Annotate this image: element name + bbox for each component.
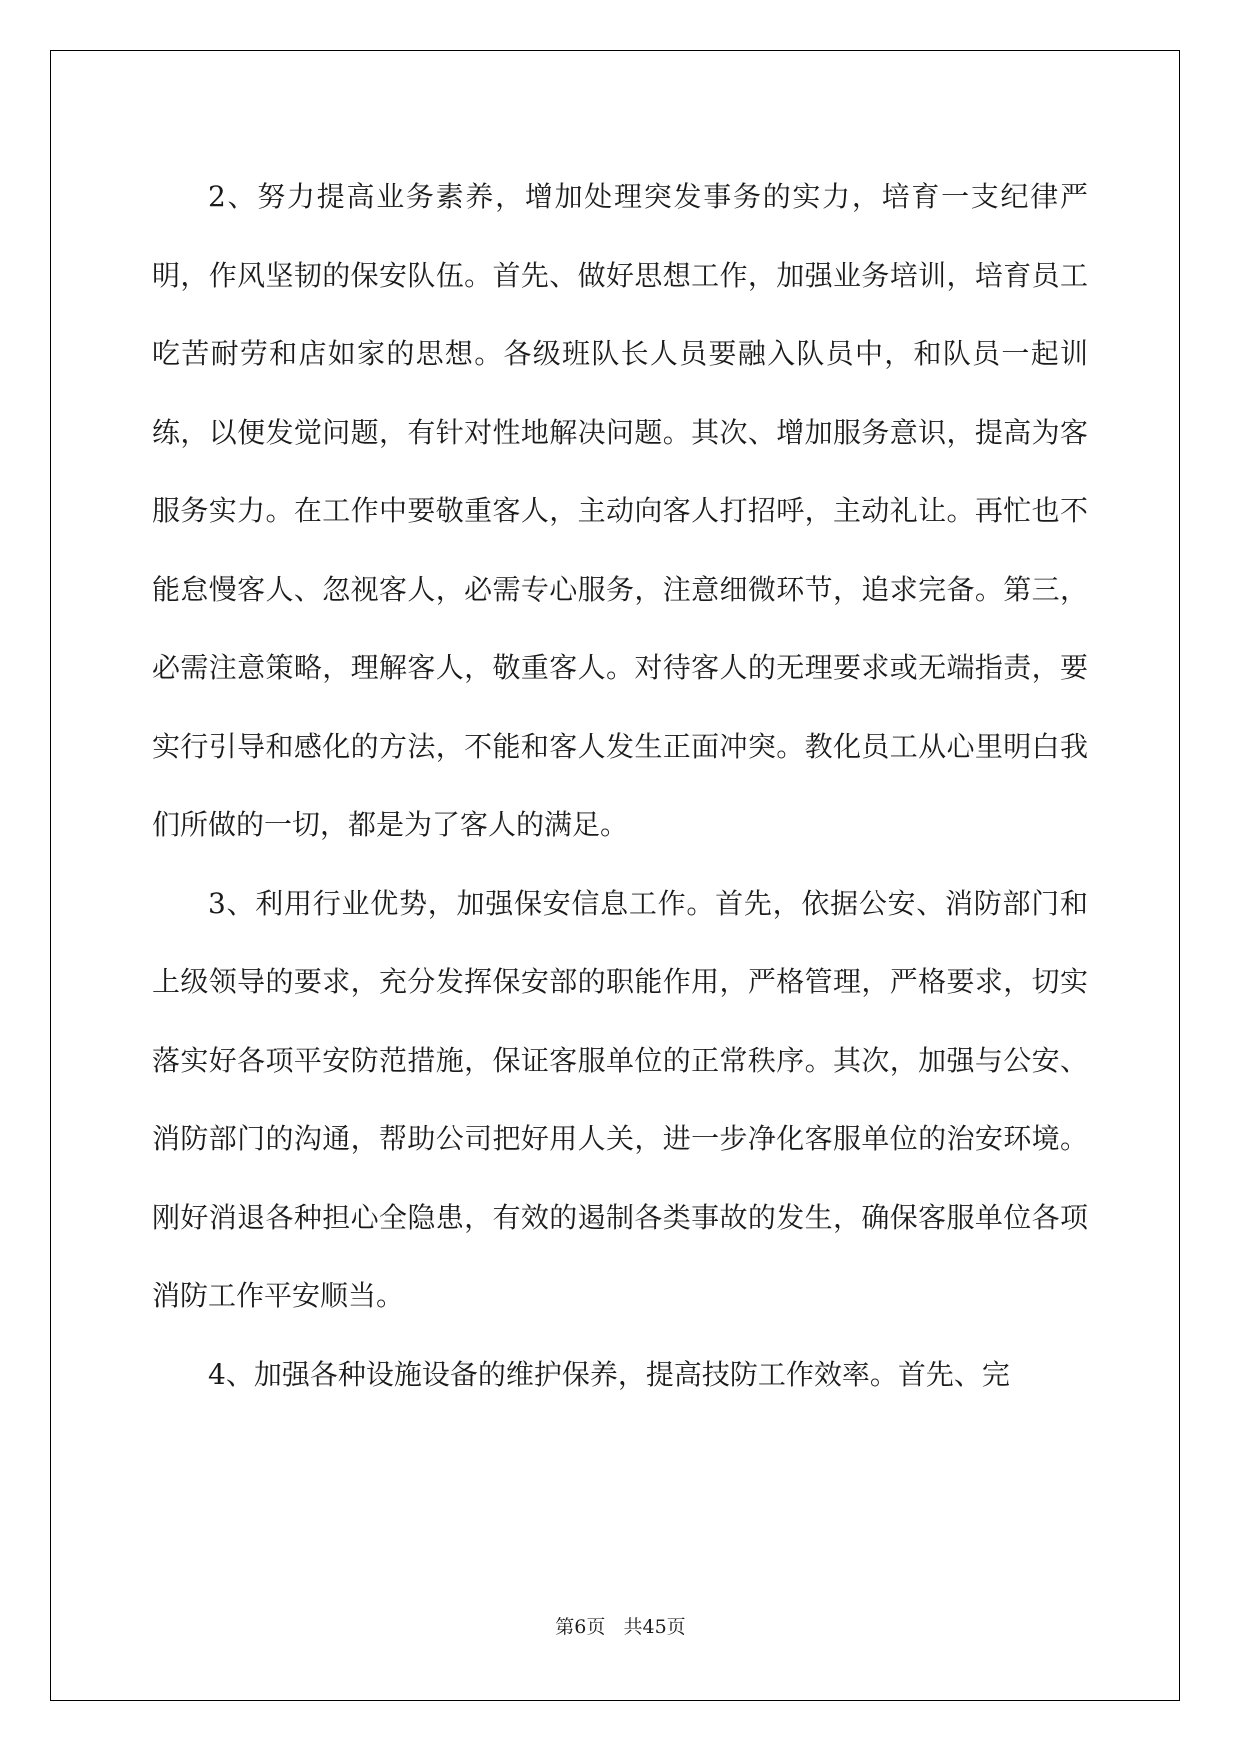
paragraph-2: 2、努力提高业务素养，增加处理突发事务的实力，培育一支纪律严明，作风坚韧的保安队伍。首先、做好思想工作，加强业务培训，培育员工吃苦耐劳和店如家的思想。各级班队长人员要融入队员中，和队员一起训练，以便发觉问题，有针对性地解决问题。其次、增加服务意识，提高为客服务实力。在工作中要敬重客人，主动向客人打招呼，主动礼让。再忙也不能怠慢客人、忽视客人，必需专心服务，注意细微环节，追求完备。第三，必需注意策略，理解客人，敬重客人。对待客人的无理要求或无端指责，要实行引导和感化的方法，不能和客人发生正面冲突。教化员工从心里明白我们所做的一切，都是为了客人的满足。 bbox=[152, 180, 1088, 841]
page-number-footer: 第6页 共45页 bbox=[555, 1616, 686, 1638]
paragraph-4: 4、加强各种设施设备的维护保养，提高技防工作效率。首先、完 bbox=[208, 1357, 1010, 1391]
document-body bbox=[152, 158, 1088, 1414]
paragraph-3: 3、利用行业优势，加强保安信息工作。首先，依据公安、消防部门和上级领导的要求，充分发挥保安部的职能作用，严格管理，严格要求，切实落实好各项平安防范措施，保证客服单位的正常秩序。其次，加强与公安、消防部门的沟通，帮助公司把好用人关，进一步净化客服单位的治安环境。刚好消退各种担心全隐患，有效的遏制各类事故的发生，确保客服单位各项消防工作平安顺当。 bbox=[152, 886, 1088, 1312]
